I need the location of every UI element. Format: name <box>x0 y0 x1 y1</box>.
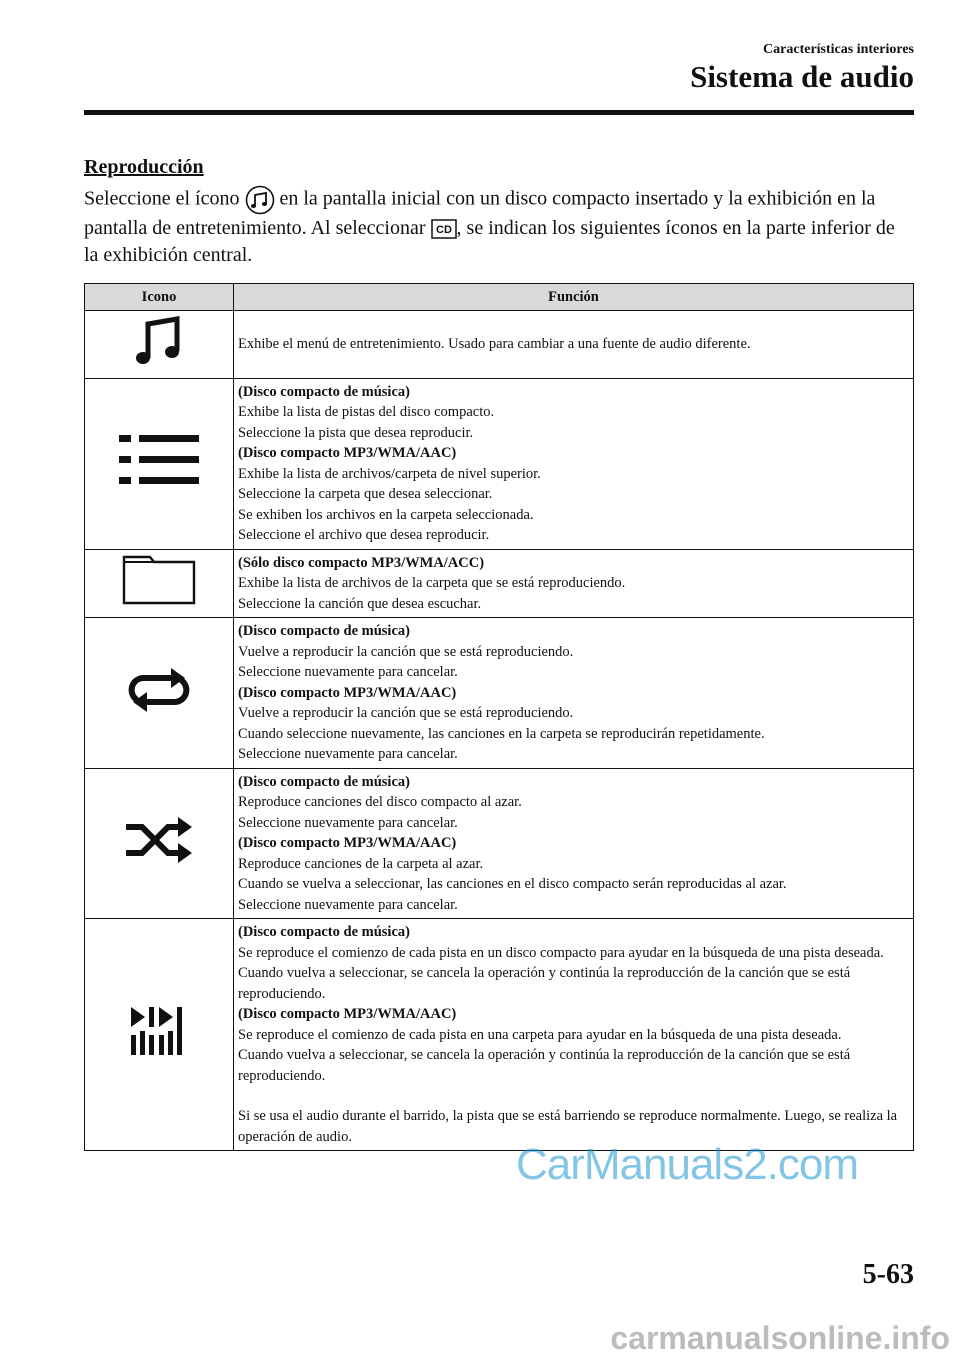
list-icon <box>85 378 234 549</box>
disc-type-label: (Disco compacto MP3/WMA/AAC) <box>238 445 457 461</box>
scan-icon <box>85 919 234 1151</box>
disc-type-label: (Disco compacto MP3/WMA/AAC) <box>238 1006 457 1022</box>
header-rule <box>84 110 914 115</box>
music-note-icon <box>85 311 234 379</box>
shuffle-icon <box>85 768 234 919</box>
description-line: Seleccione la carpeta que desea seleccionar. <box>238 486 493 502</box>
function-description <box>234 919 914 1151</box>
description-line: Se exhiben los archivos en la carpeta seleccionada. <box>238 506 534 523</box>
description-line: Exhibe la lista de pistas del disco compacto. <box>238 404 495 420</box>
header-icon: Icono <box>85 284 234 311</box>
description-line: Reproduce canciones de la carpeta al azar. <box>238 855 484 872</box>
table-row <box>85 311 914 379</box>
cd-icon <box>431 219 457 239</box>
page-number: 5-63 <box>862 1259 914 1290</box>
paragraph-gap <box>238 1086 909 1106</box>
description-line: Exhibe el menú de entretenimiento. Usado para cambiar a una fuente de audio diferente. <box>238 336 751 352</box>
disc-type-label: (Disco compacto MP3/WMA/AAC) <box>238 835 457 851</box>
table-row <box>85 549 914 618</box>
table-row <box>85 768 914 919</box>
description-line: Reproduce canciones del disco compacto al azar. <box>238 794 522 810</box>
description-line: Seleccione la canción que desea escuchar. <box>238 595 482 612</box>
description-line: Seleccione nuevamente para cancelar. <box>238 814 458 831</box>
intro-text-1: Seleccione el ícono <box>84 187 240 210</box>
description-line: Exhibe la lista de archivos de la carpeta que se está reproduciendo. <box>238 575 626 591</box>
description-line: Seleccione el archivo que desea reproducir. <box>238 527 490 543</box>
music-note-circle-icon <box>245 185 275 215</box>
table-row <box>85 919 914 1151</box>
function-description <box>234 378 914 549</box>
description-line: Cuando seleccione nuevamente, las canciones en la carpeta se reproducirán repetidamente. <box>238 725 765 742</box>
disc-type-label: (Sólo disco compacto MP3/WMA/ACC) <box>238 554 485 571</box>
description-line: Exhibe la lista de archivos/carpeta de nivel superior. <box>238 465 541 482</box>
section-heading: Reproducción <box>84 156 204 178</box>
intro-text-2: en la pantalla inicial con un disco compacto insertado y la exhibición en la pantalla de entretenimiento. Al seleccionar <box>84 187 876 239</box>
header-function: Función <box>234 284 914 311</box>
watermark: CarManuals2.com <box>516 1140 859 1189</box>
icon-function-table <box>84 283 914 1151</box>
description-line: Seleccione nuevamente para cancelar. <box>238 896 458 913</box>
function-description <box>234 549 914 618</box>
disc-type-label: (Disco compacto de música) <box>238 924 410 940</box>
description-line: Seleccione la pista que desea reproducir. <box>238 424 474 441</box>
disc-type-label: (Disco compacto de música) <box>238 773 410 790</box>
table-row <box>85 378 914 549</box>
description-line: Cuando vuelva a seleccionar, se cancela la operación y continúa la reproducción de la canción que se está reproduciendo. <box>238 1047 851 1084</box>
function-description <box>234 768 914 919</box>
disc-type-label: (Disco compacto de música) <box>238 623 410 639</box>
description-line: Vuelve a reproducir la canción que se está reproduciendo. <box>238 643 574 660</box>
function-description <box>234 311 914 379</box>
description-line: Se reproduce el comienzo de cada pista en una carpeta para ayudar en la búsqueda de una pista deseada. <box>238 1026 842 1043</box>
section-title: Sistema de audio <box>690 59 914 94</box>
table-row <box>85 618 914 769</box>
description-line: Cuando vuelva a seleccionar, se cancela la operación y continúa la reproducción de la canción que se está reproduciendo. <box>238 965 851 1002</box>
footer-site-name: carmanualsonline.info <box>610 1320 950 1356</box>
description-line: Vuelve a reproducir la canción que se está reproduciendo. <box>238 705 574 721</box>
cd-icon-label: CD <box>435 224 452 237</box>
function-description <box>234 618 914 769</box>
description-line: Cuando se vuelva a seleccionar, las canciones en el disco compacto serán reproducidas al azar. <box>238 876 787 892</box>
description-line: Seleccione nuevamente para cancelar. <box>238 746 458 762</box>
chapter-title: Características interiores <box>763 42 914 57</box>
description-line: Seleccione nuevamente para cancelar. <box>238 664 458 680</box>
table-header-row <box>85 284 914 311</box>
disc-type-label: (Disco compacto de música) <box>238 383 410 400</box>
page-header <box>690 42 914 94</box>
intro-text-3: , se indican los siguientes íconos en la parte inferior de la exhibición central. <box>84 217 895 266</box>
description-line: Si se usa el audio durante el barrido, la pista que se está barriendo se reproduce normalmente. Luego, se realiza la operación de audio. <box>238 1108 898 1145</box>
folder-icon <box>85 549 234 618</box>
repeat-icon <box>85 618 234 769</box>
intro-paragraph <box>84 185 914 269</box>
disc-type-label: (Disco compacto MP3/WMA/AAC) <box>238 684 457 701</box>
page-content <box>84 156 914 1151</box>
description-line: Se reproduce el comienzo de cada pista en un disco compacto para ayudar en la búsqueda de una pista deseada. <box>238 944 884 961</box>
